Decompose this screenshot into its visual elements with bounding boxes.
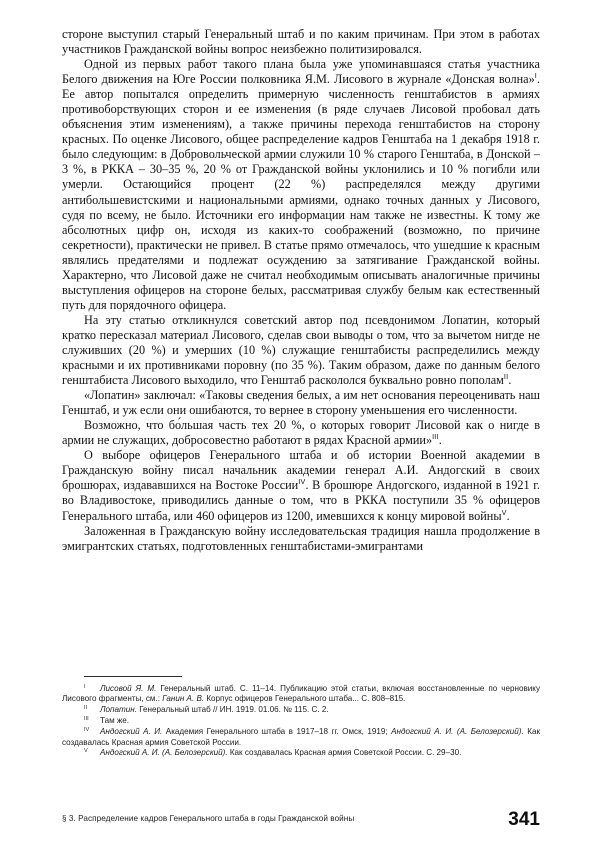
footnote-text [62, 716, 540, 726]
page-footer [62, 806, 540, 830]
paragraph-continued [62, 27, 540, 57]
footnote-author: Лопатин. [100, 705, 137, 715]
paragraph-andogsky [62, 448, 540, 523]
paragraph-text-middle: . В брошюре Андогского, изданной в 1921 г. во Владивостоке, приводились данные о том, что в РККА поступили 35 % офицеров Генерального штаба, или 460 офицеров из 1200, имевшихся к концу мировой войны [62, 478, 540, 523]
footnote-author: Ганин А. В. [162, 694, 205, 704]
footnote-ref-3[interactable]: III [432, 432, 439, 442]
paragraph-text-before-note: Одной из первых работ такого плана была уже упоминавшаяся статья участника Белого движения на Юге России полковника Я.М. Лисового в журнале «Донская волна» [62, 57, 540, 87]
paragraph-text-after-note: . [506, 508, 510, 523]
footnote-author: Андогский А. И. (А. Белозерский). [100, 748, 228, 758]
page-number: 341 [508, 809, 540, 830]
body-text-column [62, 27, 540, 554]
paragraph-lisovoy [62, 57, 540, 313]
paragraph-text-before-note: На эту статью откликнулся советский автор под псевдонимом Лопатин, который кратко пересказал материал Лисового, сделав свои выводы о том, что за вычетом нигде не служивших (20 %) и умерших (10 %) служащие генштабисты распределились между красными и их противниками поровну (по 35 %). Таким образом, даже по данным белого генштабиста Лисового выходило, что Генштаб раскололся буквально ровно пополам [62, 312, 540, 388]
footnote-citation: Как создавалась Красная армия Советской России. [62, 727, 540, 747]
paragraph-text-after-note: . [438, 433, 442, 448]
footnote-text [62, 684, 540, 705]
footnote-item [62, 684, 540, 705]
footnote-text [62, 705, 540, 715]
footnote-citation: Академия Генерального штаба в 1917–18 гг. Омск, 1919; [162, 727, 392, 737]
footnote-author: Андогский А. И. [100, 727, 163, 737]
footnote-citation: Как создавалась Красная армия Советской России. С. 29–30. [227, 748, 462, 758]
footnote-marker: II [84, 705, 88, 712]
footnote-citation: Генеральный штаб. С. 11–14. Публикацию этой статьи, включая восстановленные по черновику Лисового фрагменты, см.: [62, 684, 540, 704]
paragraph-lopatin [62, 313, 540, 388]
footnote-citation: Генеральный штаб // ИН. 1919. 01.06. № 115. С. 2. [136, 705, 329, 715]
footnote-ref-5[interactable]: V [501, 507, 507, 517]
footnote-marker: IV [84, 726, 90, 733]
footnote-ref-1[interactable]: I [534, 71, 537, 81]
footnote-marker: I [84, 683, 86, 690]
paragraph-text: «Лопатин» заключал: «Таковы сведения белых, а им нет основания переоценивать наш Генштаб, и уж если они ошибаются, то вернее в сторону уменьшения его численности. [62, 388, 540, 418]
paragraph-vozmozhno [62, 418, 540, 448]
footnote-marker: III [84, 716, 89, 723]
footnote-ref-2[interactable]: II [503, 372, 509, 381]
footnote-item [62, 705, 540, 715]
footnote-item [62, 748, 540, 758]
paragraph-text-before-note: О выборе офицеров Генерального штаба и об истории Военной академии в Гражданскую войну писал начальник академии генерал А.И. Андогский в своих брошюрах, издававшихся на Востоке России [62, 448, 540, 493]
paragraph-tradition [62, 524, 540, 554]
footnote-text [62, 748, 540, 758]
footnote-ref-4[interactable]: IV [298, 477, 306, 487]
paragraph-text-after-note: . Ее автор попытался определить примерную численность генштабистов в армиях противоборствующих сторон и ее изменения (в ряде случаев Лисовой пробовал дать объяснения этим изменениям), а также причины перехода генштабистов на сторону красных. По оценке Лисового, общее распределение кадров Генштаба на 1 декабря 1918 г. было следующим: в Добровольческой армии служили 10 % старого Генштаба, в Донской – 3 %, в РККА – 30–35 %, 20 % от Гражданской войны уклонились и 10 % погибли или умерли. Остающийся процент (22 %) распределялся между другими антибольшевистскими и национальными армиями, однако точных данных у Лисового, судя по всему, не было. Источники его информации нам также не известны. К тому же абсолютных цифр он, исходя из каких-то соображений (возможно, по причине секретности), практически не привел. В статье прямо отмечалось, что ушедшие к красным являлись предателями и подлежат осуждению за затягивание Гражданской войны. Характерно, что Лисовой даже не считал необходимым описывать аналогичные причины выступления офицеров на стороне белых, рассматривая службу белым как естественный путь для порядочного офицера. [62, 72, 540, 312]
footnote-citation: Корпус офицеров Генерального штаба... С. 808–815. [204, 694, 406, 704]
footnote-marker: V [84, 748, 88, 755]
footnotes-section [62, 676, 540, 759]
footnote-author: Андогский А. И. (А. Белозерский). [391, 727, 524, 737]
paragraph-text-before-note: Возможно, что бо́льшая часть тех 20 %, о которых говорит Лисовой как о нигде в армии не служащих, добросовестно работают в рядах Красной армии» [62, 418, 540, 448]
footnote-list [62, 684, 540, 759]
paragraph-text-after-note: . [508, 373, 512, 388]
paragraph-lopatin-quote [62, 388, 540, 418]
footnote-item [62, 727, 540, 748]
paragraph-text: стороне выступил старый Генеральный штаб и по каким причинам. При этом в работах участников Гражданской войны вопрос неизбежно политизировался. [62, 27, 540, 57]
footer-section-title: § 3. Распределение кадров Генерального штаба в годы Гражданской войны [62, 814, 355, 823]
footnote-item [62, 716, 540, 726]
footnote-text [62, 727, 540, 748]
footnote-author: Лисовой Я. М. [100, 684, 157, 693]
footnote-citation: Там же. [100, 716, 130, 726]
footnote-separator-rule [84, 676, 182, 677]
paragraph-text: Заложенная в Гражданскую войну исследовательская традиция нашла продолжение в эмигрантских статьях, подготовленных генштабистами-эмигрантами [62, 523, 540, 553]
